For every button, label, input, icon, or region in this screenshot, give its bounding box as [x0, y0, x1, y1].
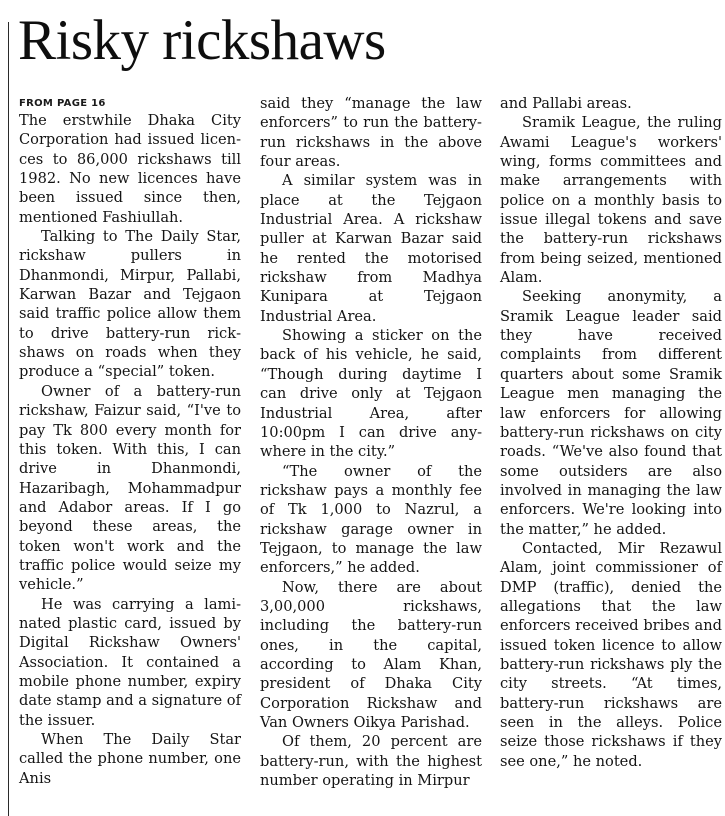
column-rule	[8, 22, 9, 816]
paragraph: Of them, 20 percent are battery-run, with the highest number operating in Mirpur	[260, 733, 482, 790]
headline: Risky rickshaws	[18, 9, 386, 72]
paragraph: Now, there are about 3,00,000 rickshaws, including the battery-run ones, in the capital, according to Alam Khan, president of Dhaka City Corporation Rickshaw and Van Owners Oikya Parishad.	[260, 578, 482, 731]
paragraph: “The owner of the rickshaw pays a monthly fee of Tk 1,000 to Nazrul, a rickshaw garage owner in Tejgaon, to manage the law enforcers,” he added.	[260, 462, 482, 577]
paragraph: A similar system was in place at the Tejgaon Industrial Area. A rickshaw puller at Karwan Bazar said he rented the motorised rickshaw from Madhya Kunipara at Tejgaon Industrial Area.	[260, 172, 482, 325]
paragraph: He was carrying a laminated plastic card, issued by Digital Rickshaw Owners' Association. It contained a mobile phone number, expiry date stamp and a signature of the issuer.	[19, 595, 241, 729]
paragraph: Contacted, Mir Rezawul Alam, joint commissioner of DMP (traffic), denied the allegations that the law enforcers received bribes and issued token licence to allow battery-run rickshaws ply the city streets. “At times, battery-run rickshaws are seen in the alleys. Police seize those rickshaws if they see one,” he noted.	[500, 539, 722, 770]
paragraph: The erstwhile Dhaka City Corporation had issued licences to 86,000 rickshaws till 1982. No new licences have been issued since then, mentioned Fashiullah.	[19, 112, 241, 226]
kicker: FROM PAGE 16	[19, 98, 106, 109]
paragraph: said they “manage the law enforcers” to run the battery-run rickshaws in the above four areas.	[260, 95, 482, 171]
paragraph: Showing a sticker on the back of his vehicle, he said, “Though during daytime I can drive only at Tejgaon Industrial Area, after 10:00pm I can drive anywhere in the city.”	[260, 327, 482, 461]
paragraph: Talking to The Daily Star, rickshaw pullers in Dhanmondi, Mirpur, Pallabi, Karwan Bazar and Tejgaon said traffic police allow them to drive battery-run rickshaws on roads when they produce a “special” token.	[19, 228, 241, 381]
paragraph: Seeking anonymity, a Sramik League leader said they have received complaints from different quarters about some Sramik League men managing the law enforcers for allowing battery-run rickshaws on city roads. “We've also found that some outsiders are also involved in managing the law enforcers. We're looking into the matter,” he added.	[500, 288, 722, 538]
paragraph: When The Daily Star called the phone number, one Anis	[19, 731, 241, 787]
article-column-1	[19, 94, 241, 788]
article-column-3	[500, 94, 722, 771]
article-column-2	[260, 94, 482, 790]
paragraph: Owner of a battery-run rickshaw, Faizur said, “I've to pay Tk 800 every month for this token. With this, I can drive in Dhanmondi, Hazaribagh, Mohammadpur and Adabor areas. If I go beyond these areas, the token won't work and the traffic police would seize my vehicle.”	[19, 382, 241, 594]
paragraph: and Pallabi areas.	[500, 95, 632, 112]
paragraph: Sramik League, the ruling Awami League's workers' wing, forms committees and make arrangements with police on a monthly basis to issue illegal tokens and save the battery-run rickshaws from being seized, mentioned Alam.	[500, 114, 722, 287]
